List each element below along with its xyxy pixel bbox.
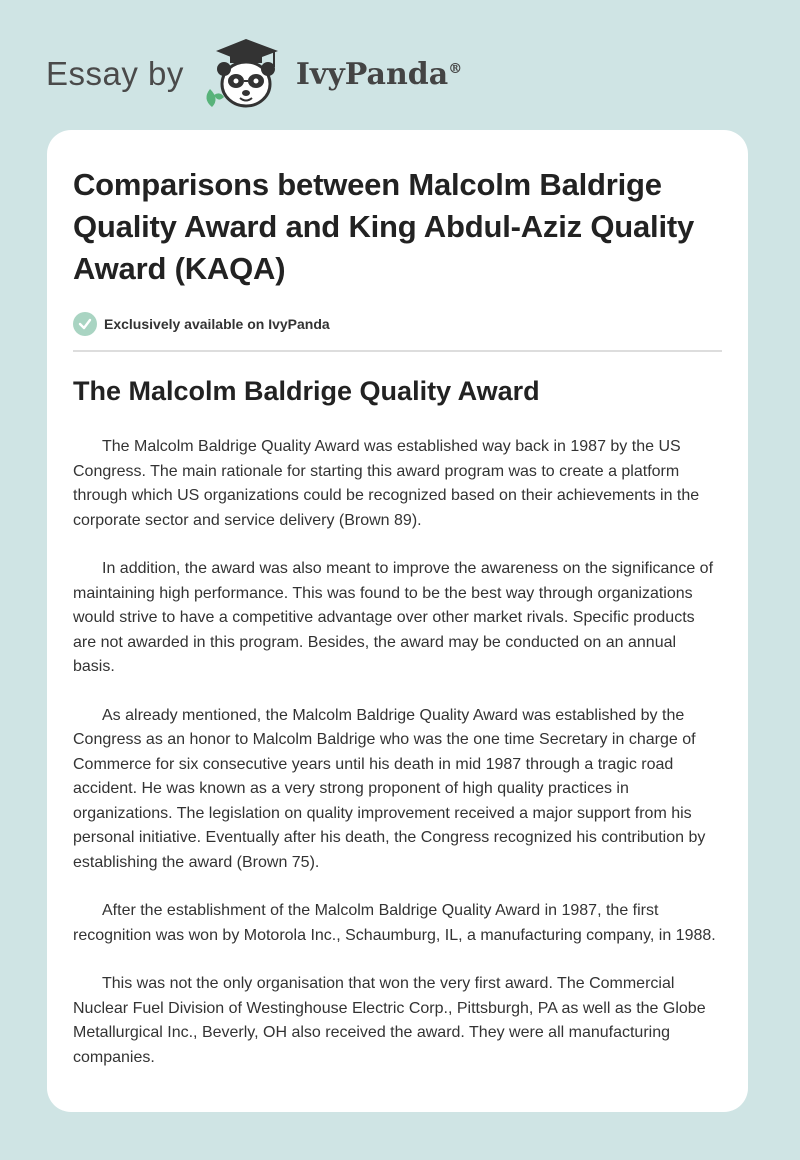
exclusive-label: Exclusively available on IvyPanda	[104, 316, 330, 332]
panda-graduate-icon	[200, 37, 292, 111]
brand-name[interactable]	[296, 57, 462, 92]
brand-text: IvyPanda	[295, 56, 449, 92]
exclusive-badge	[73, 312, 722, 336]
essay-card	[47, 130, 748, 1112]
paragraph: The Malcolm Baldrige Quality Award was established way back in 1987 by the US Congress. The main rationale for starting this award program was to create a platform through which US organizations could be recognized based on their achievements in the corporate sector and service delivery (Brown 89).	[73, 438, 700, 529]
essay-title: Comparisons between Malcolm Baldrige Quality Award and King Abdul-Aziz Quality Award (KAQA)	[73, 167, 695, 286]
paragraph: As already mentioned, the Malcolm Baldrige Quality Award was established by the Congress as an honor to Malcolm Baldrige who was the one time Secretary in charge of Commerce for six consecutive years until his death in mid 1987 through a tragic road accident. He was known as a very strong proponent of high quality practices in organizations. The legislation on quality improvement received a major support from his personal initiative. Eventually after his death, the Congress recognized his contribution by establishing the award (Brown 75).	[73, 706, 706, 871]
check-icon	[73, 312, 97, 336]
essay-by-label: Essay by	[46, 55, 184, 92]
divider	[73, 350, 722, 352]
site-header	[46, 34, 546, 114]
paragraph: This was not the only organisation that won the very first award. The Commercial Nuclear Fuel Division of Westinghouse Electric Corp., Pittsburgh, PA as well as the Globe Metallurgical Inc., Beverly, OH also received the award. They were all manufacturing companies.	[73, 975, 706, 1066]
paragraph: In addition, the award was also meant to improve the awareness on the significance of maintaining high performance. This was found to be the best way through organizations would strive to have a competitive advantage over other market rivals. Specific products are not awarded in this program. Besides, the award may be conducted on an annual basis.	[73, 560, 714, 675]
section-heading: The Malcolm Baldrige Quality Award	[73, 376, 540, 406]
trademark-mark: ®	[448, 60, 463, 77]
paragraph: After the establishment of the Malcolm Baldrige Quality Award in 1987, the first recognition was won by Motorola Inc., Schaumburg, IL, a manufacturing company, in 1988.	[73, 902, 716, 944]
